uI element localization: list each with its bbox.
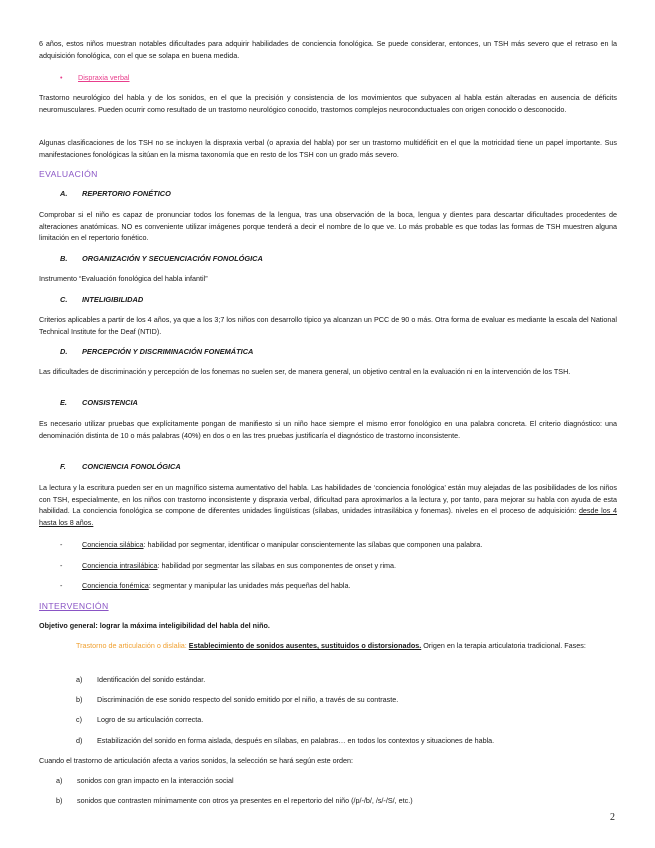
dispraxia-bullet [60,72,130,84]
dash-icon: - [60,540,63,549]
orden-item: a) sonidos con gran impacto en la interacción social [56,776,234,785]
bullet-dot-icon: • [60,73,63,82]
age-range: desde los 4 hasta los 8 años. [39,506,618,527]
dislalia-label: Trastorno de articulación o dislalia: [76,641,187,650]
conciencia-item: - Conciencia silábica: habilidad por segmentar, identificar o manipular conscientemente las sílabas que componen una palabra. [60,540,483,549]
subsection-e-text: Es necesario utilizar pruebas que explícitamente pongan de manifiesto si un niño hace siempre el mismo error fonológico en una palabra concreta. El criterio diagnóstico: una denominación distinta de 10 o más palabras (40%) en dos o en las tres pruebas justificaría el diagnóstico de trastorno inconsistente. [39,419,617,440]
evaluacion-heading: EVALUACIÓN [39,169,98,179]
orden-intro: Cuando el trastorno de articulación afecta a varios sonidos, la selección se hará según este orden: [39,756,354,765]
objetivo-general: Objetivo general: lograr la máxima inteligibilidad del habla del niño. [39,621,270,630]
dislalia-goal: Establecimiento de sonidos ausentes, sustituidos o distorsionados. [188,641,422,650]
subsection-a-text: Comprobar si el niño es capaz de pronunciar todos los fonemas de la lengua, tras una observación de la boca, lengua y dientes para descartar dificultades procedentes de alteraciones anatómicas. NO es conveniente utilizar imágenes porque tenderá a decir el nombre de lo que ve. Lo más probable es que todas las formas de TSH muestren alguna limitación en el repertorio fonético. [39,210,617,243]
subsection-c-text: Criterios aplicables a partir de los 4 años, ya que a los 3;7 los niños con desarrollo típico ya alcanzan un PCC de 90 o más. Otra forma de evaluar es mediante la escala del National Technical Institute for the Deaf (NTID). [39,315,617,336]
orden-item: b) sonidos que contrasten mínimamente con otros ya presentes en el repertorio del niño (/p/-/b/, /s/-/S/, etc.) [56,796,413,805]
intervencion-heading: INTERVENCIÓN [39,601,109,611]
dispraxia-heading: Dispraxia verbal [78,73,130,82]
subsection-c-heading: C. INTELIGIBILIDAD [60,295,144,304]
conciencia-item: - Conciencia intrasilábica: habilidad por segmentar las sílabas en sus componentes de onset y rima. [60,561,397,570]
subsection-a-heading: A. REPERTORIO FONÉTICO [60,189,171,198]
dash-icon: - [60,581,63,590]
conciencia-item: - Conciencia fonémica: segmentar y manipular las unidades más pequeñas del habla. [60,581,351,590]
fase-item: c) Logro de su articulación correcta. [76,715,204,724]
dislalia-paragraph: Trastorno de articulación o dislalia: Establecimiento de sonidos ausentes, sustituidos o distorsionados. Origen en la terapia articulatoria tradicional. Fases: [76,641,586,650]
subsection-b-text: Instrumento “Evaluación fonológica del habla infantil” [39,274,208,283]
subsection-f-heading: F. CONCIENCIA FONOLÓGICA [60,462,181,471]
page-number: 2 [610,812,615,823]
subsection-b-heading: B. ORGANIZACIÓN Y SECUENCIACIÓN FONOLÓGICA [60,254,263,263]
dash-icon: - [60,561,63,570]
dispraxia-paragraph-1: Trastorno neurológico del habla y de los sonidos, en el que la precisión y consistencia de los movimientos que subyacen al habla están alteradas en ausencia de déficits neuromusculares. Pueden ocurrir como resultado de un trastorno neurológico conocido, trastornos complejos neuroconductuales con origen conocido o desconocido. [39,93,617,114]
fase-item: a) Identificación del sonido estándar. [76,675,206,684]
fase-item: d) Estabilización del sonido en forma aislada, después en sílabas, en palabras… en todos los contextos y situaciones de habla. [76,736,495,745]
dispraxia-paragraph-2: Algunas clasificaciones de los TSH no se incluyen la dispraxia verbal (o apraxia del habla) por ser un trastorno multidéficit en el que la motricidad tiene un papel importante. Sus manifestaciones fonológicas la sitúan en la misma taxonomía que en resto de los TSH con un grado más severo. [39,138,617,159]
subsection-d-text: Las dificultades de discriminación y percepción de los fonemas no suelen ser, de manera general, un objetivo central en la evaluación ni en la intervención de los TSH. [39,367,571,376]
intro-paragraph: 6 años, estos niños muestran notables dificultades para adquirir habilidades de conciencia fonológica. Se puede considerar, entonces, un TSH más severo que el retraso en la adquisición fonológica, con el que se solapa en buena medida. [39,39,617,60]
fase-item: b) Discriminación de ese sonido respecto del sonido emitido por el niño, a través de su contraste. [76,695,399,704]
subsection-d-heading: D. PERCEPCIÓN Y DISCRIMINACIÓN FONEMÁTICA [60,347,254,356]
subsection-f-text: La lectura y la escritura pueden ser en un magnífico sistema aumentativo del habla. Las habilidades de ‘conciencia fonológica’ están muy alejadas de las posibilidades de los niños con TSH, especialmente, en los niños con trastorno inconsistente y dispraxia verbal, dificultad para aproximarlos a la lectura y, por tanto, para mejorar su habla con ayuda de esta habilidad. La conciencia fonológica se compone de diferentes unidades lingüísticas (sílabas, unidades intrasilábica y fonemas). niveles en el proceso de adquisición: desde los 4 hasta los 8 años. [39,483,618,527]
subsection-e-heading: E. CONSISTENCIA [60,398,138,407]
